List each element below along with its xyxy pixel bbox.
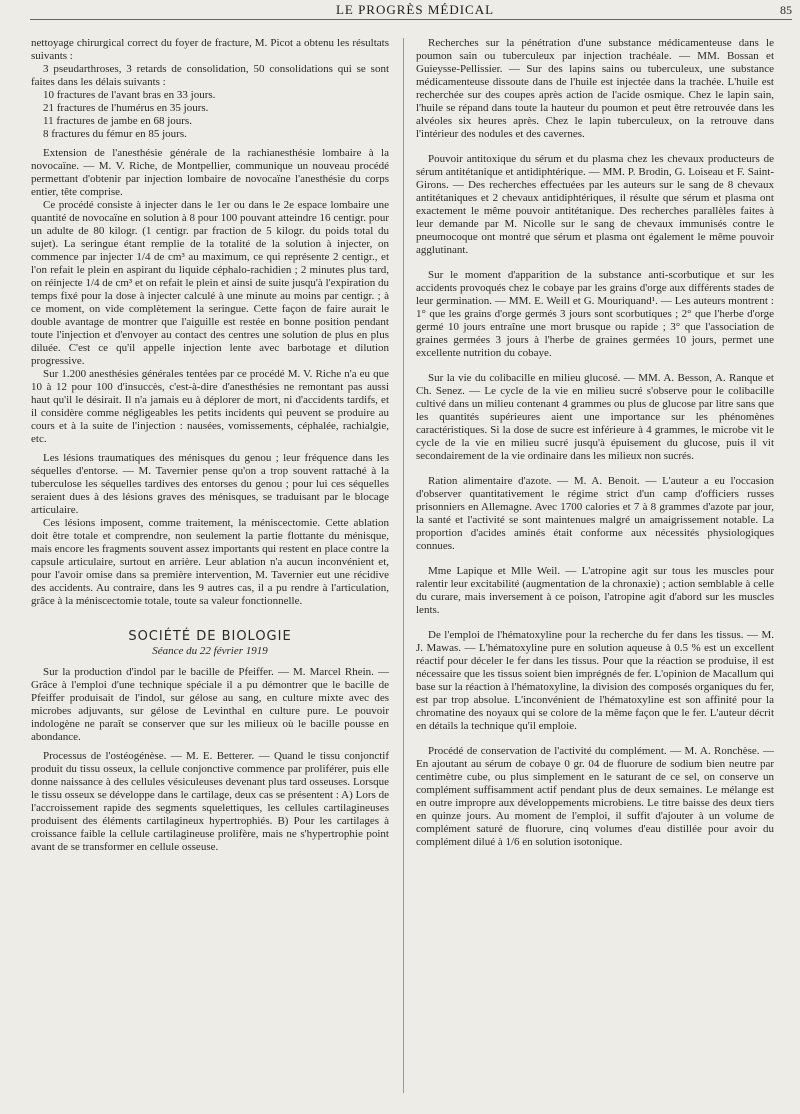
right-column [416, 37, 774, 849]
antitoxique-paragraph: Pouvoir antitoxique du sérum et du plasma chez les chevaux producteurs de sérum antitétanique et antidiphtérique. — MM. P. Brodin, G. Loiseau et F. Saint-Girons. — Des recherches effectuées par les auteurs sur le sang de 8 chevaux antitétaniques et 2 chevaux antidiphtériques, il résulte que sérum et plasma ont exactement le même pouvoir antitétanique. Des recherches parallèles faites à leur demande par M. Nicolle sur le sang de chevaux immunisés contre le pneumocoque ont montré que sérum et plasma ont également le même pouvoir agglutinant. [416, 153, 774, 256]
session-date: Séance du 22 février 1919 [152, 645, 268, 657]
osteogenese-paragraph: Processus de l'ostéogénèse. — M. E. Betterer. — Quand le tissu conjonctif produit du tissu osseux, la cellule conjonctive commence par proliférer, puis elle donne naissance à des cellules vésiculeuses devenant plus tard osseuses. Lorsque le tissu osseux se développe dans le cartilage, deux cas se présentent : A) Lors de l'accroissement rapide des segments squelettiques, les cellules cartilagineuses produisent des éléments cartilagineux hypertrophiés. B) Pour les cartilages à croissance faible la cellule cartilagineuse prolifère, mais ne s'hypertrophie point avant de se transformer en cellule osseuse. [31, 750, 389, 853]
results-item: 10 fractures de l'avant bras en 33 jours. [43, 89, 216, 101]
colibacille-paragraph: Sur la vie du colibacille en milieu glucosé. — MM. A. Besson, A. Ranque et Ch. Senez. — Le cycle de la vie en milieu sucré s'observe pour le colibacille cultivé dans un milieu contenant 4 grammes ou plus de glucose par litre sans que les quantités supérieures aient une importance sur les phénomènes caractéristiques. Si la dose de sucre est inférieure à 4 grammes, le microbe vit le cycle de la vie en milieu sucré jusqu'à épuisement du glucose, puis il vit secondairement de la vie ordinaire dans les milieux non sucrés. [416, 372, 774, 462]
hematoxyline-paragraph: De l'emploi de l'hématoxyline pour la recherche du fer dans les tissus. — M. J. Mawas. — L'hématoxyline pure en solution aqueuse à 0.5 % est un excellent réactif pour déceler le fer dans les tissus. Pour que la réaction se produise, il est nécessaire que les tissus soient bien imprégnés de fer. L'opinion de Macallum qui base sur la réaction à l'hématoxyline, la division des composés organiques du fer, est par trop absolue. L'inconvénient de l'hématoxyline est son affinité pour la chromatine des noyaux qui se colore de la même façon que le fer. L'auteur décrit en détails la technique qu'il emploie. [416, 629, 774, 732]
azote-paragraph: Ration alimentaire d'azote. — M. A. Benoit. — L'auteur a eu l'occasion d'observer quantitativement le régime strict d'un camp d'officiers russes prisonniers en Allemagne. Avec 1700 calories et 7 à 8 grammes d'azote par jour, la santé et l'activité se sont maintenues malgré un amaigrissement notable. La proportion d'acides aminés était conforme aux nécessités physiologiques connues. [416, 475, 774, 552]
left-column [31, 37, 389, 854]
intro-paragraph: nettoyage chirurgical correct du foyer de fracture, M. Picot a obtenu les résultats suivants : [31, 37, 389, 62]
results-item: 8 fractures du fémur en 85 jours. [43, 128, 187, 140]
anesthesie-heading: Extension de l'anesthésie générale de la rachianesthésie lombaire à la novocaïne. — M. V. Riche, de Montpellier, communique un nouveau procédé permettant d'obtenir par injection lombaire de novocaïne l'anesthésie du corps entier, tête comprise. [31, 147, 389, 198]
complement-paragraph: Procédé de conservation de l'activité du complément. — M. A. Ronchèse. — En ajoutant au sérum de cobaye 0 gr. 04 de fluorure de sodium bien neutre par centimètre cube, ou plus simplement en le saturant de ce sel, on conserve un complément suffisamment actif pendant plus de deux semaines. Le mélange est en outre impropre aux développements microbiens. Le titre baisse des deux tiers en quinze jours. Au moment de l'emploi, il suffit d'ajouter à un volume de complément saturé de fluorure, cinq volumes d'eau distillée pour avoir du complément dilué à 1/6 en solution isotonique. [416, 745, 774, 848]
header-rule [30, 19, 792, 20]
journal-title: LE PROGRÈS MÉDICAL [335, 2, 495, 17]
menisques-heading: Les lésions traumatiques des ménisques du genou ; leur fréquence dans les séquelles d'entorse. — M. Tavernier pense qu'on a trop souvent rattaché à la tuberculose les séquelles tardives des entorses du genou ; pour lui ces séquelles seraient dues à des lésions graves des ménisques, se traduisant par le blocage articulaire. [31, 452, 389, 516]
anesthesie-paragraph: Sur 1.200 anesthésies générales tentées par ce procédé M. V. Riche n'a eu que 10 à 12 pour 100 d'insuccès, c'est-à-dire d'anesthésies ne remontant pas aussi haut qu'il le désirait. Il n'a jamais eu à déplorer de mort, ni d'accidents tardifs, et il considère comme négligeables les petits incidents qui peuvent se produire au cours et à la suite de l'injection : nausées, vomissements, céphalée, rachialgie, etc. [31, 368, 389, 445]
page-number: 85 [780, 3, 792, 17]
penetration-paragraph: Recherches sur la pénétration d'une substance médicamenteuse dans le poumon sain ou tuberculeux par injection trachéale. — MM. Bossan et Guieysse-Pellissier. — Sur des lapins sains ou tuberculeux, une substance médicamenteuse dissoute dans de l'huile est injectée dans la trachée. L'huile est recherchée sur des coupes après action de l'acide osmique. Chez le lapin sain, l'huile se répand dans toute la hauteur du poumon et peut être retrouvée dans les alvéoles six heures après. Chez le lapin tuberculeux, on la retrouve dans l'intérieur des nodules et des cavernes. [416, 37, 774, 140]
menisques-paragraph: Ces lésions imposent, comme traitement, la méniscectomie. Cette ablation doit être totale et comprendre, non seulement la partie flottante du ménisque, mais encore les fragments souvent assez importants qui restent en place contre la capsule articulaire, surtout en arrière. Leur ablation n'a aucun inconvénient et, pour l'avoir omise dans sa première intervention, M. Tavernier eut une récidive des accidents. Au contraire, dans les 9 autres cas, il a pu rendre à l'articulation, grâce à la méniscectomie totale, toute sa valeur fonctionnelle. [31, 517, 389, 607]
scorbutique-paragraph: Sur le moment d'apparition de la substance anti-scorbutique et sur les accidents provoqués chez le cobaye par les grains d'orge aux différents stades de leur germination. — MM. E. Weill et G. Mouriquand¹. — Les auteurs montrent : 1° que les grains d'orge germés 3 jours sont scorbutiques ; 2° que l'herbe d'orge germé 10 jours entraîne une mort brusque ou rapide ; 3° que l'association de graines germées 3 jours à l'herbe de graines germées 10 jours, permet une excellente nutrition du cobaye. [416, 269, 774, 359]
results-item: 11 fractures de jambe en 68 jours. [43, 115, 192, 127]
atropine-paragraph: Mme Lapique et Mlle Weil. — L'atropine agit sur tous les muscles pour ralentir leur excitabilité (augmentation de la chronaxie) ; action semblable à celle du curare, mais inversement à ce poison, l'atropine agit d'abord sur les muscles lents. [416, 565, 774, 616]
results-item: 21 fractures de l'humérus en 35 jours. [43, 102, 209, 114]
anesthesie-paragraph: Ce procédé consiste à injecter dans le 1er ou dans le 2e espace lombaire une quantité de novocaïne en solution à 8 pour 100 pouvant atteindre 16 centigr. pour un adulte de 80 kilogr. (1 centigr. par fraction de 5 kilogr. du poids total du sujet). La seringue étant remplie de la totalité de la solution à injecter, on commence par injecter 1/4 de cm³ au maximum, ce qui représente 2 centigr., et l'on refait le plein en aspirant du liquide céphalo-rachidien ; 2 minutes plus tard, on réinjecte 1/4 de cm³ et on refait le plein et ainsi de suite jusqu'à l'expiration du temps fixé pour la dose à injecter calculé à une minute au moins par centigr. ; à ce moment, on vide complètement la seringue. Cette façon de faire aurait le double avantage de montrer que l'aiguille est restée en bonne position pendant toute l'injection et d'envoyer au contact des centres une solution de plus en plus diluée. C'est ce qu'il appelle injection lente avec barbotage et dilution progressive. [31, 199, 389, 367]
running-header [30, 0, 800, 22]
society-title: SOCIÉTÉ DE BIOLOGIE [128, 629, 292, 644]
results-item: 3 pseudarthroses, 3 retards de consolidation, 50 consolidations qui se sont faites dans les délais suivants : [31, 63, 389, 88]
indol-paragraph: Sur la production d'indol par le bacille de Pfeiffer. — M. Marcel Rhein. — Grâce à l'emploi d'une technique spéciale il a pu démontrer que le bacille de Pfeiffer produisait de l'indol, sur gélose au sang, en culture mixte avec des microbes adjuvants, sur gélose de Levinthal en culture pure. Le pouvoir indologène ne paraît se conserver que sur les milieux où le bacille pousse en abondance. [31, 666, 389, 743]
column-divider [403, 38, 404, 1093]
